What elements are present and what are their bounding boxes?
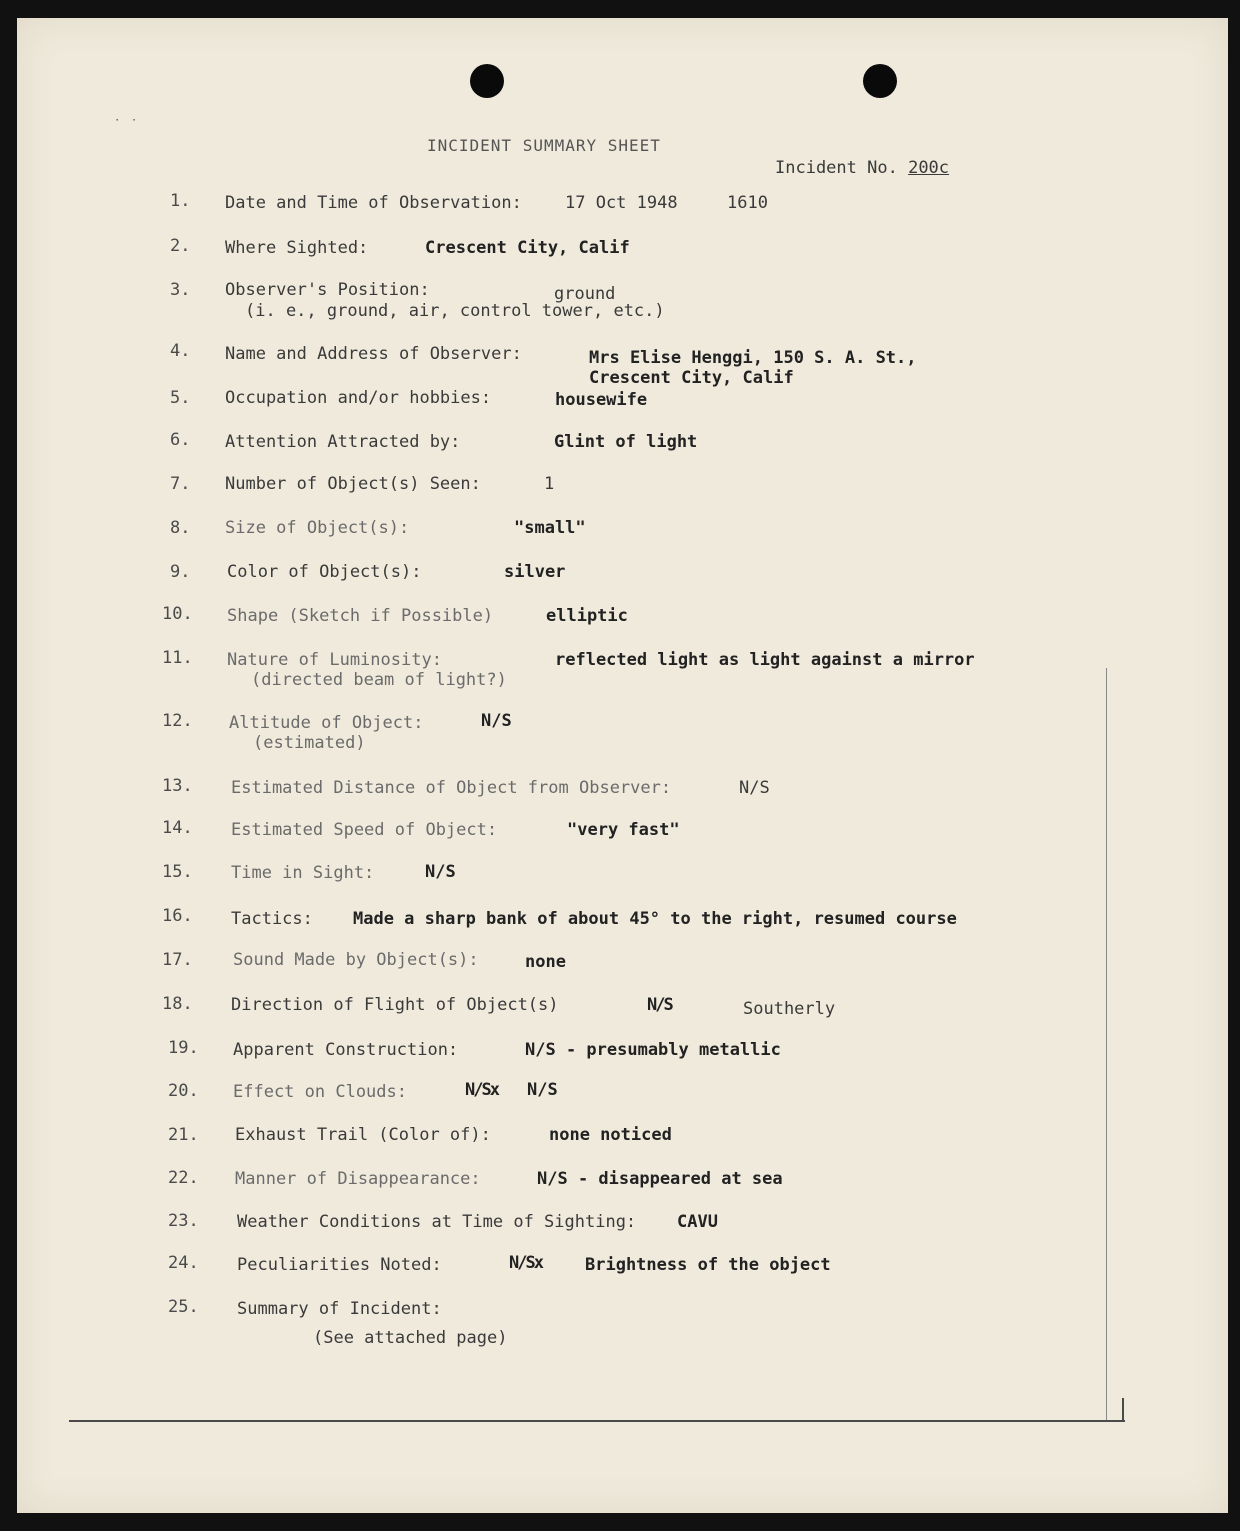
item-value: Made a sharp bank of about 45° to the right, resumed course bbox=[353, 909, 957, 929]
item-number: 24. bbox=[168, 1253, 199, 1273]
item-value: N/S bbox=[481, 711, 512, 731]
item-label: Summary of Incident: bbox=[237, 1299, 442, 1319]
item-number: 18. bbox=[162, 994, 193, 1014]
item-label: Date and Time of Observation: bbox=[225, 193, 522, 213]
item-number: 14. bbox=[162, 818, 193, 838]
item-number: 19. bbox=[168, 1038, 199, 1058]
item-number: 20. bbox=[168, 1081, 199, 1101]
struck-out-text: N/Sx bbox=[465, 1080, 498, 1100]
item-label: Effect on Clouds: bbox=[233, 1082, 407, 1102]
item-value: 1 bbox=[544, 474, 555, 494]
item-value: Glint of light bbox=[554, 432, 698, 452]
item-label: Sound Made by Object(s): bbox=[233, 950, 479, 970]
item-label: Tactics: bbox=[231, 909, 313, 929]
item-value: N/S bbox=[739, 778, 770, 798]
item-value: none bbox=[525, 952, 566, 972]
right-form-rule-dark bbox=[1122, 1398, 1124, 1422]
item-number: 12. bbox=[162, 711, 193, 731]
item-number: 8. bbox=[170, 518, 191, 538]
item-number: 2. bbox=[170, 236, 191, 256]
punch-hole-left bbox=[470, 64, 504, 98]
item-number: 10. bbox=[162, 604, 193, 624]
item-value: Brightness of the object bbox=[585, 1255, 831, 1275]
item-label: Manner of Disappearance: bbox=[235, 1169, 481, 1189]
item-label: Estimated Speed of Object: bbox=[231, 820, 498, 840]
item-value: Crescent City, Calif bbox=[425, 238, 630, 258]
item-number: 11. bbox=[162, 648, 193, 668]
item-value: reflected light as light against a mirror bbox=[555, 650, 975, 670]
item-value: "very fast" bbox=[567, 820, 680, 840]
item-label: Weather Conditions at Time of Sighting: bbox=[237, 1212, 637, 1232]
paper-mark: ˙ ˙ bbox=[113, 118, 139, 134]
item-label: Exhaust Trail (Color of): bbox=[235, 1125, 491, 1145]
item-value: "small" bbox=[514, 518, 586, 538]
item-value-secondary: Crescent City, Calif bbox=[589, 368, 794, 388]
item-sublabel: (directed beam of light?) bbox=[251, 670, 507, 690]
item-number: 25. bbox=[168, 1297, 199, 1317]
item-value: ground bbox=[554, 284, 616, 304]
item-label: Shape (Sketch if Possible) bbox=[227, 606, 494, 626]
item-number: 4. bbox=[170, 341, 191, 361]
item-value: none noticed bbox=[549, 1125, 672, 1145]
item-label: Attention Attracted by: bbox=[225, 432, 461, 452]
document-page bbox=[17, 18, 1228, 1513]
item-label: Apparent Construction: bbox=[233, 1040, 459, 1060]
item-label: Direction of Flight of Object(s) bbox=[231, 995, 559, 1015]
item-number: 17. bbox=[162, 950, 193, 970]
struck-out-text: N/Sx bbox=[509, 1253, 542, 1273]
item-value: CAVU bbox=[677, 1212, 718, 1232]
item-number: 3. bbox=[170, 280, 191, 300]
item-number: 23. bbox=[168, 1211, 199, 1231]
item-sublabel: (estimated) bbox=[253, 733, 366, 753]
item-value: N/S bbox=[425, 862, 456, 882]
item-label: Altitude of Object: bbox=[229, 713, 424, 733]
item-label: Name and Address of Observer: bbox=[225, 344, 522, 364]
item-value: Mrs Elise Henggi, 150 S. A. St., bbox=[589, 348, 917, 368]
struck-out-text: N/S bbox=[647, 995, 672, 1015]
item-number: 21. bbox=[168, 1125, 199, 1145]
incident-number bbox=[775, 158, 949, 178]
item-label: Nature of Luminosity: bbox=[227, 650, 442, 670]
item-value: 17 Oct 1948 bbox=[565, 193, 678, 213]
item-value: N/S bbox=[527, 1080, 558, 1100]
item-number: 7. bbox=[170, 474, 191, 494]
incident-number-label: Incident No. bbox=[775, 158, 898, 178]
item-number: 22. bbox=[168, 1168, 199, 1188]
incident-number-value: 200c bbox=[908, 158, 950, 178]
item-label: Time in Sight: bbox=[231, 863, 375, 883]
document-title: INCIDENT SUMMARY SHEET bbox=[427, 136, 661, 155]
item-number: 5. bbox=[170, 388, 191, 408]
item-number: 1. bbox=[170, 191, 191, 211]
item-label: Occupation and/or hobbies: bbox=[225, 388, 492, 408]
item-value: N/S - presumably metallic bbox=[525, 1040, 781, 1060]
item-label: Color of Object(s): bbox=[227, 562, 422, 582]
punch-hole-right bbox=[863, 64, 897, 98]
item-value: elliptic bbox=[546, 606, 628, 626]
item-value: Southerly bbox=[743, 999, 836, 1019]
item-number: 16. bbox=[162, 906, 193, 926]
item-label: Number of Object(s) Seen: bbox=[225, 474, 481, 494]
item-number: 9. bbox=[170, 562, 191, 582]
item-value: silver bbox=[504, 562, 566, 582]
bottom-form-rule bbox=[69, 1420, 1125, 1422]
item-sublabel: (i. e., ground, air, control tower, etc.) bbox=[245, 301, 665, 321]
right-form-rule bbox=[1106, 668, 1107, 1420]
item-sublabel: (See attached page) bbox=[313, 1328, 508, 1348]
item-value: N/S - disappeared at sea bbox=[537, 1169, 783, 1189]
item-label: Where Sighted: bbox=[225, 238, 369, 258]
item-number: 13. bbox=[162, 776, 193, 796]
item-label: Size of Object(s): bbox=[225, 518, 410, 538]
item-label: Peculiarities Noted: bbox=[237, 1255, 442, 1275]
item-number: 6. bbox=[170, 430, 191, 450]
item-value-secondary: 1610 bbox=[727, 193, 768, 213]
item-label: Estimated Distance of Object from Observer: bbox=[231, 778, 672, 798]
item-value: housewife bbox=[555, 390, 648, 410]
item-number: 15. bbox=[162, 862, 193, 882]
item-label: Observer's Position: bbox=[225, 280, 430, 300]
